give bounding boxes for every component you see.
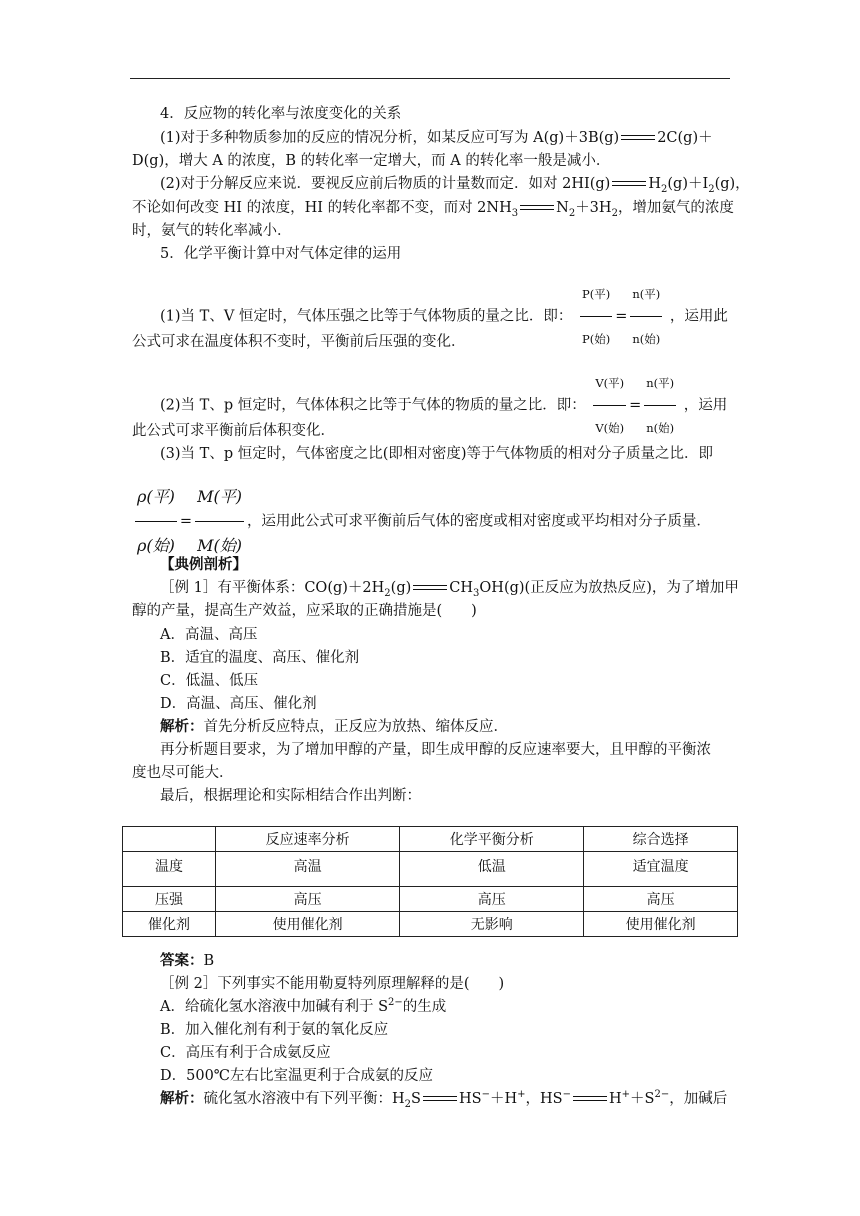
equilibrium-arrow-icon bbox=[520, 203, 554, 213]
volume-ratio-left: $\frac{\text{V(平)}}{\text{V(始)}}$ bbox=[593, 363, 626, 448]
s4-para1-line1: (1)对于多种物质参加的反应的情况分析，如某反应可写为 A(g)＋3B(g) 2C(g)＋ bbox=[160, 130, 713, 146]
table-header-cell: 反应速率分析 bbox=[216, 827, 400, 852]
table-cell: 适宜温度 bbox=[584, 852, 738, 887]
ex2-option-c: C．高压有利于合成氨反应 bbox=[160, 1045, 331, 1061]
ex1-question-line2: 醇的产量，提高生产效益，应采取的正确措施是( ) bbox=[132, 603, 477, 619]
ex2-question: ［例 2］下列事实不能用勒夏特列原理解释的是( ) bbox=[160, 976, 505, 992]
equilibrium-arrow-icon bbox=[423, 1094, 457, 1104]
section-5-title: 5．化学平衡计算中对气体定律的运用 bbox=[160, 246, 402, 262]
s5-para3-line1: (3)当 T、p 恒定时，气体密度之比(即相对密度)等于气体物质的相对分子质量之比．即 bbox=[160, 446, 714, 462]
density-ratio-left: $\frac{\text{ρ(平)}}{\text{ρ(始)}}$ bbox=[135, 475, 177, 568]
ex1-analysis-2: 再分析题目要求，为了增加甲醇的产量，即生成甲醇的反应速率要大，且甲醇的平衡浓 bbox=[160, 742, 711, 758]
ex1-option-b: B．适宜的温度、高压、催化剂 bbox=[160, 650, 360, 666]
ex1-analysis-1: 解析：首先分析反应特点，正反应为放热、缩体反应． bbox=[160, 718, 508, 735]
ex2-option-d: D．500℃左右比室温更利于合成氨的反应 bbox=[160, 1068, 434, 1084]
comparison-table bbox=[122, 826, 738, 937]
s4-para2-line2: 不论如何改变 HI 的浓度，HI 的转化率都不变，而对 $2NH_3$ $N_2+3H_2$，增加氨气的浓度 bbox=[132, 200, 734, 219]
table-cell: 使用催化剂 bbox=[584, 912, 738, 937]
pressure-ratio-right: $\frac{\text{n(平)}}{\text{n(始)}}$ bbox=[630, 274, 662, 359]
examples-heading: 【典例剖析】 bbox=[160, 556, 247, 573]
header-rule bbox=[130, 78, 730, 79]
ex1-answer: 答案：B bbox=[160, 952, 215, 969]
s5-para1-line1: (1)当 T、V 恒定时，气体压强之比等于气体物质的量之比．即： $\frac{\text{P(平)}}{\text{P(始)}}$ = $\frac{\text{n(平)}}{\text{n(始)}}$ ，运用此 bbox=[160, 274, 728, 359]
section-4-title: 4．反应物的转化率与浓度变化的关系 bbox=[160, 106, 402, 122]
s5-para2-line2: 此公式可求平衡前后体积变化． bbox=[132, 423, 335, 439]
ex1-option-a: A．高温、高压 bbox=[160, 627, 258, 643]
ex1-question-line1: ［例 1］有平衡体系：$CO(g)+2H_2(g)$ $CH_3OH(g)$(正反应为放热反应)，为了增加甲 bbox=[160, 580, 739, 599]
ex2-option-b: B．加入催化剂有利于氨的氧化反应 bbox=[160, 1022, 389, 1038]
s5-para3-line2: $\frac{\text{ρ(平)}}{\text{ρ(始)}}$ = $\frac{\text{M(平)}}{\text{M(始)}}$ ，运用此公式可求平衡前后气体的密度或相对密度或平均相对分子质量． bbox=[132, 475, 711, 568]
ex1-option-d: D．高温、高压、催化剂 bbox=[160, 696, 317, 712]
ex1-option-c: C．低温、低压 bbox=[160, 673, 259, 689]
ex2-analysis: 解析：硫化氢水溶液中有下列平衡：$H_2S$ HS−＋H+，HS− $H^++S^{2-}$，加碱后 bbox=[160, 1089, 728, 1110]
ex2-option-a: A．给硫化氢水溶液中加碱有利于 $S^{2-}$的生成 bbox=[160, 997, 447, 1015]
s4-para2-line1: (2)对于分解反应来说．要视反应前后物质的计量数而定．如对 2HI(g) $H_2(g)+I_2(g)$， bbox=[160, 176, 750, 195]
table-cell: 温度 bbox=[123, 852, 216, 887]
table-cell: 高压 bbox=[584, 887, 738, 912]
s5-para1-line2: 公式可求在温度体积不变时，平衡前后压强的变化． bbox=[132, 334, 466, 350]
table-cell: 使用催化剂 bbox=[216, 912, 400, 937]
ex1-analysis-4: 最后，根据理论和实际相结合作出判断： bbox=[160, 788, 421, 804]
equilibrium-arrow-icon bbox=[413, 583, 447, 593]
s4-para1-line2: D(g)，增大 A 的浓度，B 的转化率一定增大，而 A 的转化率一般是减小． bbox=[132, 153, 611, 169]
table-header-cell bbox=[123, 827, 216, 852]
table-cell: 低温 bbox=[400, 852, 584, 887]
table-cell: 高压 bbox=[216, 887, 400, 912]
pressure-ratio-left: $\frac{\text{P(平)}}{\text{P(始)}}$ bbox=[580, 274, 612, 359]
table-row bbox=[123, 887, 738, 912]
equilibrium-arrow-icon bbox=[612, 179, 646, 189]
s4-para2-line3: 时，氨气的转化率减小． bbox=[132, 223, 292, 239]
table-cell: 无影响 bbox=[400, 912, 584, 937]
table-header-cell: 化学平衡分析 bbox=[400, 827, 584, 852]
s5-para2-line1: (2)当 T、p 恒定时，气体体积之比等于气体的物质的量之比．即： $\frac{\text{V(平)}}{\text{V(始)}}$ = $\frac{\text{n(平)}}{\text{n(始)}}$ ，运用 bbox=[160, 363, 727, 448]
table-header-row bbox=[123, 827, 738, 852]
table-cell: 高压 bbox=[400, 887, 584, 912]
table-cell: 压强 bbox=[123, 887, 216, 912]
table-header-cell: 综合选择 bbox=[584, 827, 738, 852]
equilibrium-arrow-icon bbox=[573, 1094, 607, 1104]
equilibrium-arrow-icon bbox=[621, 133, 655, 143]
ex1-analysis-3: 度也尽可能大． bbox=[132, 765, 234, 781]
table-row bbox=[123, 852, 738, 887]
table-row bbox=[123, 912, 738, 937]
volume-ratio-right: $\frac{\text{n(平)}}{\text{n(始)}}$ bbox=[644, 363, 676, 448]
density-ratio-right: $\frac{\text{M(平)}}{\text{M(始)}}$ bbox=[195, 475, 244, 568]
table-cell: 催化剂 bbox=[123, 912, 216, 937]
table-cell: 高温 bbox=[216, 852, 400, 887]
